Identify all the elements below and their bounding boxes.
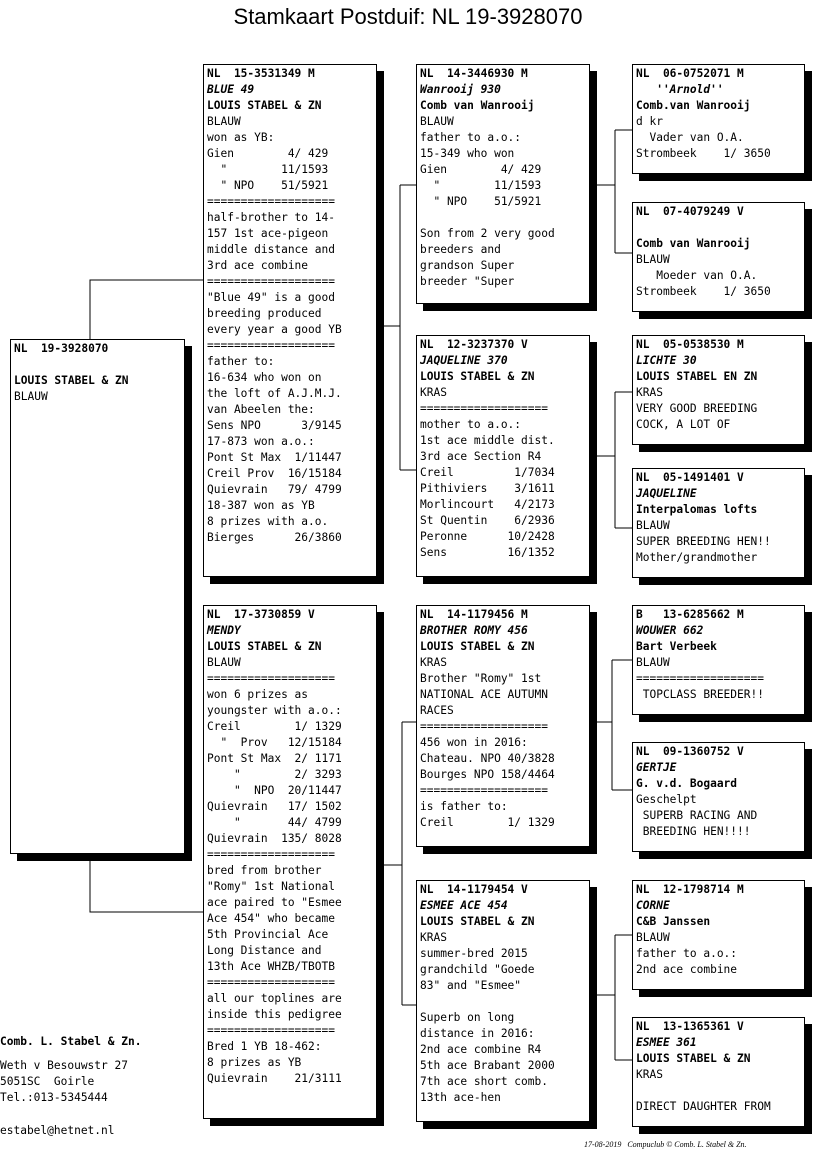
card-line: BLAUW [207,115,241,128]
card-line: mother to a.o.: [420,418,522,431]
pedigree-card-dam-dam [416,880,590,1122]
card-line: all our toplines are [207,992,342,1005]
print-stamp: 17-08-2019 Compuclub © Comb. L. Stabel & Zn. [584,1140,747,1149]
card-line: LOUIS STABEL & ZN [14,374,129,387]
card-line: 16-634 who won on [207,371,322,384]
card-line: KRAS [636,1068,663,1081]
pedigree-card-dam-sire-dam [632,742,805,852]
card-line: 8 prizes as YB [207,1056,302,1069]
card-line: Bourges NPO 158/4464 [420,768,555,781]
card-line: 13th ace-hen [420,1091,501,1104]
ring-number: NL 05-1491401 V [636,471,744,484]
ring-number: NL 14-1179456 M [420,608,528,621]
card-line: van Abeelen the: [207,403,315,416]
card-line: 18-387 won as YB [207,499,315,512]
card-line: father to a.o.: [420,131,522,144]
card-line: BLAUW [636,253,670,266]
card-line: " 11/1593 [420,179,542,192]
breeder-street: Weth v Besouwstr 27 [0,1059,128,1072]
pigeon-name [636,220,801,236]
card-line: Peronne 10/2428 [420,530,555,543]
card-line: LOUIS STABEL & ZN [207,99,322,112]
ring-number: NL 12-1798714 M [636,883,744,896]
card-line: BLAUW [636,519,670,532]
card-line: LOUIS STABEL & ZN [207,640,322,653]
card-line: LOUIS STABEL & ZN [636,1052,751,1065]
card-line: Long Distance and [207,944,322,957]
pedigree-card-dam-dam-dam [632,1017,805,1127]
card-line: 8 prizes with a.o. [207,515,329,528]
card-line: BREEDING HEN!!!! [636,825,751,838]
ring-number: NL 14-1179454 V [420,883,528,896]
card-line: father to: [207,355,275,368]
card-line: inside this pedigree [207,1008,342,1021]
card-line: =================== [207,275,335,288]
ring-number: NL 17-3730859 V [207,608,315,621]
card-line: " NPO 51/5921 [420,195,542,208]
card-line: 15-349 who won [420,147,515,160]
card-line: BLAUW [207,656,241,669]
card-line: TOPCLASS BREEDER!! [636,688,764,701]
pedigree-card-sire-dam [416,335,590,577]
pigeon-name: CORNE [636,899,670,912]
card-line: father to a.o.: [636,947,738,960]
pigeon-name: ESMEE 361 [636,1036,697,1049]
card-line: Strombeek 1/ 3650 [636,147,771,160]
card-line: Gien 4/ 429 [420,163,542,176]
card-line: middle distance and [207,243,335,256]
card-line: Moeder van O.A. [636,269,758,282]
pedigree-card-sire [203,64,377,577]
card-line: DIRECT DAUGHTER FROM [636,1100,771,1113]
card-line: KRAS [420,931,447,944]
pigeon-name: ESMEE ACE 454 [420,899,508,912]
card-line: " NPO 20/11447 [207,784,342,797]
card-line: d kr [636,115,663,128]
ring-number: NL 14-3446930 M [420,67,528,80]
pigeon-name: MENDY [207,624,241,637]
card-line: =================== [420,402,548,415]
card-line: Ace 454" who became [207,912,335,925]
breeder-city: 5051SC Goirle [0,1075,95,1088]
ring-number: NL 05-0538530 M [636,338,744,351]
card-line: 2nd ace combine R4 [420,1043,542,1056]
card-line: Superb on long [420,1011,515,1024]
card-line: " NPO 51/5921 [207,179,329,192]
pedigree-card-dam-sire [416,605,590,847]
breeder-email: estabel@hetnet.nl [0,1124,115,1137]
card-line: " 11/1593 [207,163,329,176]
card-line: BLAUW [420,115,454,128]
card-line: 3rd ace Section R4 [420,450,542,463]
card-line: Pont St Max 2/ 1171 [207,752,342,765]
card-line: KRAS [420,386,447,399]
card-line: G. v.d. Bogaard [636,777,738,790]
card-line: Chateau. NPO 40/3828 [420,752,555,765]
card-line: grandson Super [420,259,515,272]
ring-number: NL 15-3531349 M [207,67,315,80]
ring-number: NL 09-1360752 V [636,745,744,758]
card-line: Morlincourt 4/2173 [420,498,555,511]
pedigree-card-sire-sire [416,64,590,304]
card-line: Son from 2 very good [420,227,555,240]
card-line: =================== [207,848,335,861]
card-line: "Romy" 1st National [207,880,335,893]
card-line: won as YB: [207,131,275,144]
card-line: C&B Janssen [636,915,711,928]
card-line: Strombeek 1/ 3650 [636,285,771,298]
card-line: half-brother to 14- [207,211,335,224]
card-line: 7th ace short comb. [420,1075,548,1088]
card-line: BLAUW [636,656,670,669]
card-line: 17-873 won a.o.: [207,435,315,448]
card-line: youngster with a.o.: [207,704,342,717]
pedigree-card-dam-dam-sire [632,880,805,990]
card-line: every year a good YB [207,323,342,336]
card-line: Bred 1 YB 18-462: [207,1040,322,1053]
card-line: bred from brother [207,864,322,877]
card-line: COCK, A LOT OF [636,418,731,431]
card-line: 83" and "Esmee" [420,979,522,992]
card-line: Interpalomas lofts [636,503,758,516]
card-line: 5th ace Brabant 2000 [420,1059,555,1072]
pedigree-card-subject [10,339,185,854]
pigeon-name: JAQUELINE [636,487,697,500]
breeder-phone: Tel.:013-5345444 [0,1091,108,1104]
pigeon-name: Wanrooij 930 [420,83,501,96]
card-line: is father to: [420,800,508,813]
card-line: Mother/grandmother [636,551,758,564]
card-line: 2nd ace combine [636,963,738,976]
card-line: =================== [207,1024,335,1037]
card-line: RACES [420,704,454,717]
card-line: 5th Provincial Ace [207,928,329,941]
pedigree-card-dam [203,605,377,1119]
pigeon-name: BLUE 49 [207,83,255,96]
card-line: breeders and [420,243,501,256]
card-line: KRAS [636,386,663,399]
card-line: St Quentin 6/2936 [420,514,555,527]
card-line: SUPERB RACING AND [636,809,758,822]
ring-number: NL 12-3237370 V [420,338,528,351]
card-line: Sens NPO 3/9145 [207,419,342,432]
card-line: NATIONAL ACE AUTUMN [420,688,548,701]
pedigree-card-sire-dam-dam [632,468,805,578]
card-line: =================== [636,672,764,685]
ring-number: NL 13-1365361 V [636,1020,744,1033]
breeder-name: Comb. L. Stabel & Zn. [0,1035,142,1048]
card-line: LOUIS STABEL & ZN [420,640,535,653]
card-line: BLAUW [14,390,48,403]
card-line: SUPER BREEDING HEN!! [636,535,771,548]
card-line [14,357,181,373]
ring-number: NL 19-3928070 [14,342,109,355]
card-line: =================== [207,339,335,352]
card-line: Bart Verbeek [636,640,717,653]
card-line: Comb.van Wanrooij [636,99,751,112]
pedigree-card-dam-sire-sire [632,605,805,715]
card-line: =================== [420,784,548,797]
card-line: "Blue 49" is a good [207,291,335,304]
card-line: VERY GOOD BREEDING [636,402,758,415]
card-line: Quievrain 21/3111 [207,1072,342,1085]
card-line: LOUIS STABEL & ZN [420,915,535,928]
card-line: Vader van O.A. [636,131,744,144]
card-line: BLAUW [636,931,670,944]
ring-number: B 13-6285662 M [636,608,744,621]
card-line: KRAS [420,656,447,669]
card-line: =================== [207,976,335,989]
card-line: 13th Ace WHZB/TBOTB [207,960,335,973]
card-line: Bierges 26/3860 [207,531,342,544]
card-line: grandchild "Goede [420,963,535,976]
card-line: the loft of A.J.M.J. [207,387,342,400]
card-line [636,1083,801,1099]
card-line: " 2/ 3293 [207,768,342,781]
pedigree-card-sire-sire-dam [632,202,805,312]
card-line: LOUIS STABEL & ZN [420,370,535,383]
card-line: Quievrain 135/ 8028 [207,832,342,845]
card-line: ace paired to "Esmee [207,896,342,909]
page-title: Stamkaart Postduif: NL 19-3928070 [233,4,583,29]
card-line: Sens 16/1352 [420,546,555,559]
ring-number: NL 06-0752071 M [636,67,744,80]
card-line: breeder "Super [420,275,515,288]
ring-number: NL 07-4079249 V [636,205,744,218]
card-line: Quievrain 79/ 4799 [207,483,342,496]
card-line: =================== [207,195,335,208]
card-line: Quievrain 17/ 1502 [207,800,342,813]
card-line: LOUIS STABEL EN ZN [636,370,758,383]
pigeon-name: LICHTE 30 [636,354,697,367]
card-line: Brother "Romy" 1st [420,672,542,685]
card-line: Creil Prov 16/15184 [207,467,342,480]
card-line: 3rd ace combine [207,259,309,272]
card-line: " Prov 12/15184 [207,736,342,749]
card-line: " 44/ 4799 [207,816,342,829]
card-line: Creil 1/7034 [420,466,555,479]
card-line: won 6 prizes as [207,688,309,701]
card-line: Creil 1/ 1329 [420,816,555,829]
card-line: =================== [420,720,548,733]
pigeon-name: GERTJE [636,761,677,774]
pigeon-name: BROTHER ROMY 456 [420,624,528,637]
card-line [420,994,586,1010]
pedigree-card-sire-dam-sire [632,335,805,445]
card-line: 157 1st ace-pigeon [207,227,329,240]
card-line: 1st ace middle dist. [420,434,555,447]
card-line: distance in 2016: [420,1027,535,1040]
card-line: =================== [207,672,335,685]
card-line: Geschelpt [636,793,697,806]
card-line: Creil 1/ 1329 [207,720,342,733]
card-line [420,210,586,226]
pigeon-name: JAQUELINE 370 [420,354,508,367]
card-line: Pithiviers 3/1611 [420,482,555,495]
card-line: summer-bred 2015 [420,947,528,960]
pigeon-name: WOUWER 662 [636,624,704,637]
card-line: Pont St Max 1/11447 [207,451,342,464]
card-line: Comb van Wanrooij [420,99,535,112]
pigeon-name: ''Arnold'' [636,83,724,96]
card-line: Comb van Wanrooij [636,237,751,250]
card-line: Gien 4/ 429 [207,147,329,160]
card-line: 456 won in 2016: [420,736,528,749]
pedigree-card-sire-sire-sire [632,64,805,174]
card-line: breeding produced [207,307,322,320]
